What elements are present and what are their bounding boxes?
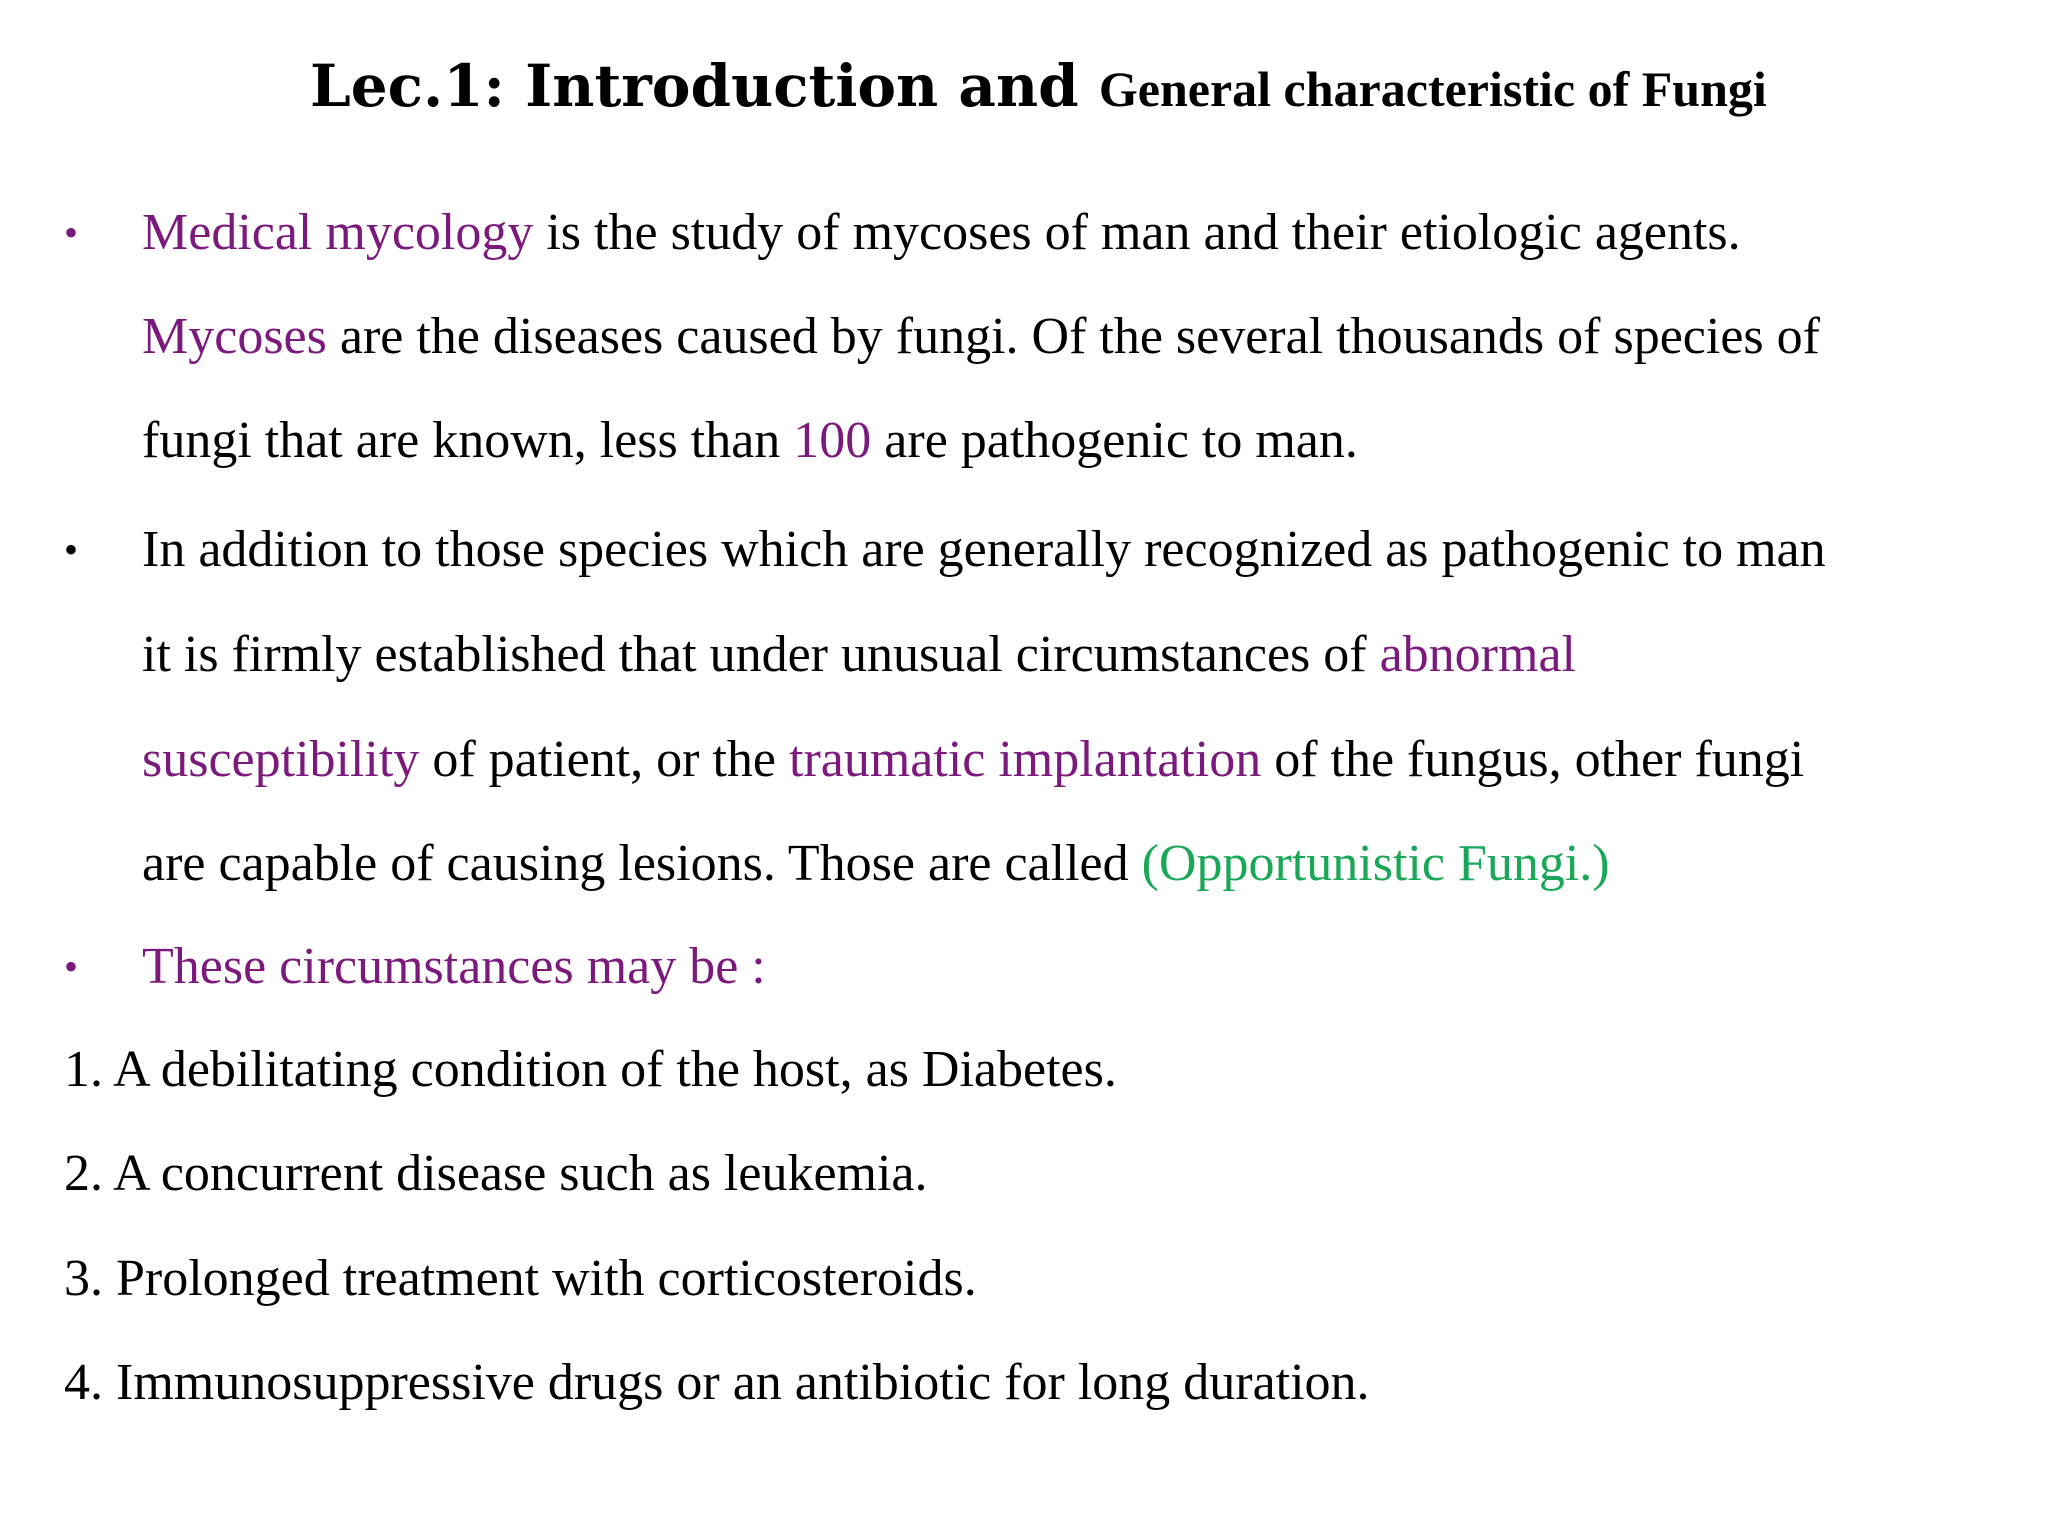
title-part-2: General characteristic of Fungi (1098, 61, 1767, 117)
bullet-2-line-2 (142, 625, 1576, 685)
bullet-2-line-4-text: are capable of causing lesions. Those are called (142, 835, 1142, 892)
bullet-1-marker: • (64, 210, 79, 255)
bullet-1-line-1-text: is the study of mycoses of man and their etiologic agents. (533, 204, 1741, 261)
bullet-1-line-3 (142, 411, 1358, 471)
page-title (310, 52, 1767, 120)
list-item-3: 3. Prolonged treatment with corticosteroids. (64, 1250, 977, 1307)
bullet-2-line-2-text: it is firmly established that under unusual circumstances of (142, 626, 1380, 683)
term-susceptibility: susceptibility (142, 731, 420, 788)
bullet-1-line-2-text: are the diseases caused by fungi. Of the several thousands of species of (326, 308, 1820, 365)
bullet-2-line-4 (142, 834, 1610, 894)
term-opportunistic-fungi: (Opportunistic Fungi.) (1141, 835, 1610, 892)
term-abnormal: abnormal (1379, 626, 1576, 683)
bullet-2-line-3 (142, 730, 1804, 790)
bullet-3-marker: • (64, 944, 79, 989)
bullet-1-line-1 (142, 203, 1741, 263)
list-item-2: 2. A concurrent disease such as leukemia. (64, 1145, 928, 1202)
term-mycoses: Mycoses (142, 308, 327, 365)
list-item-4: 4. Immunosuppressive drugs or an antibiotic for long duration. (64, 1354, 1370, 1411)
list-item-1: 1. A debilitating condition of the host, as Diabetes. (64, 1041, 1117, 1098)
bullet-2-marker: • (64, 527, 79, 572)
bullet-3-text: These circumstances may be : (142, 938, 766, 995)
title-part-1: Lec.1: Introduction and (310, 52, 1099, 120)
bullet-1-line-2 (142, 307, 1820, 367)
bullet-1-line-3-text-a: fungi that are known, less than (142, 412, 794, 469)
number-100: 100 (793, 412, 872, 469)
term-medical-mycology: Medical mycology (142, 204, 534, 261)
bullet-2-line-3-text-b: of patient, or the (419, 731, 789, 788)
bullet-1-line-3-text-c: are pathogenic to man. (871, 412, 1358, 469)
term-traumatic-implantation: traumatic implantation (789, 731, 1262, 788)
bullet-2-line-1: In addition to those species which are generally recognized as pathogenic to man (142, 521, 1826, 578)
bullet-2-line-3-text-d: of the fungus, other fungi (1261, 731, 1805, 788)
